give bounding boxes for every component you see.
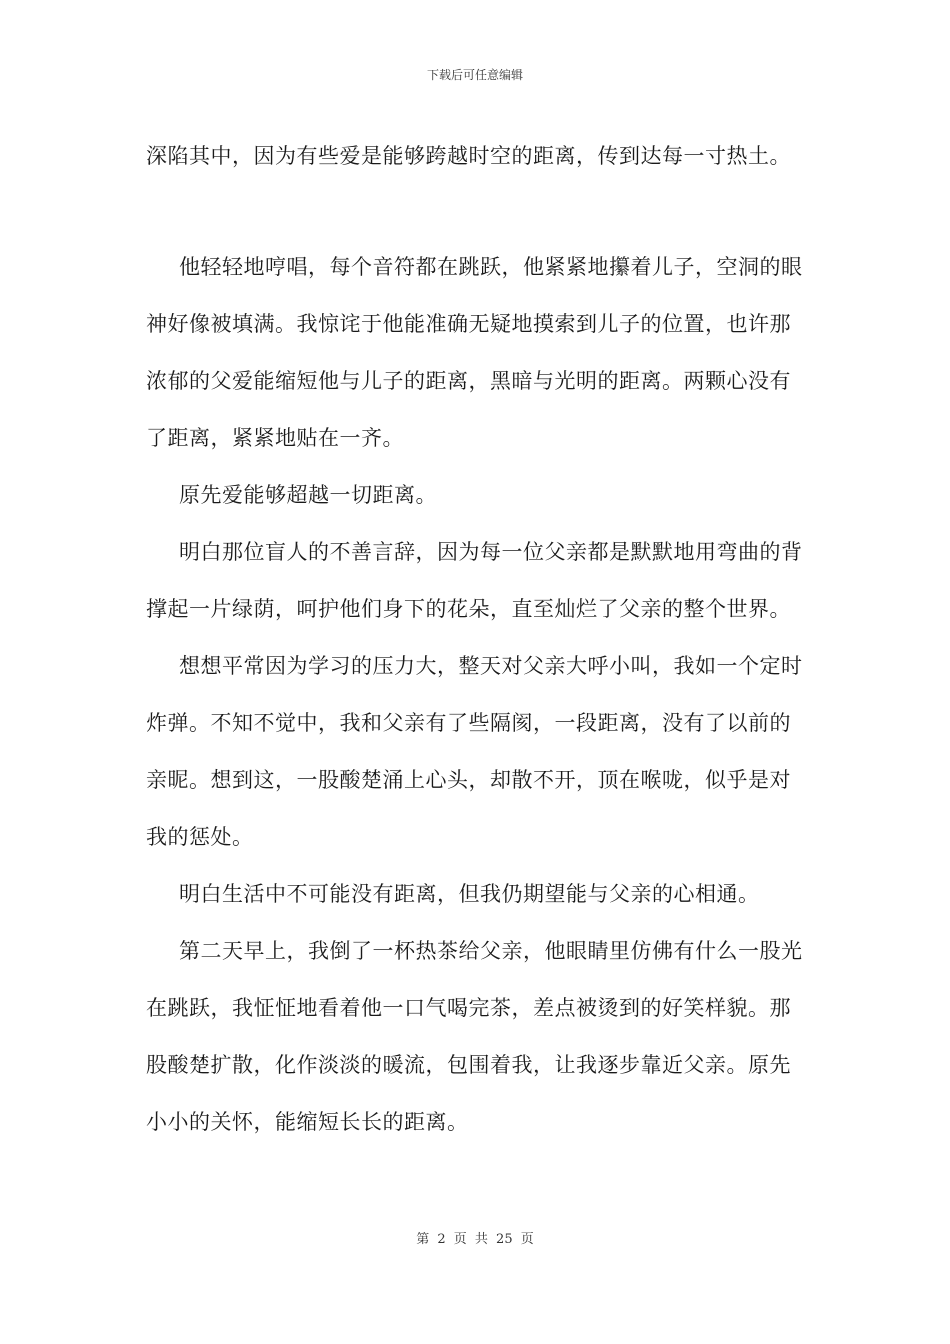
paragraph-4: 明白那位盲人的不善言辞，因为每一位父亲都是默默地用弯曲的背撑起一片绿荫，呵护他们身下的花朵，直至灿烂了父亲的整个世界。 bbox=[146, 540, 803, 621]
page-header: 下载后可任意编辑 bbox=[426, 68, 523, 82]
paragraph-1: 深陷其中，因为有些爱是能够跨越时空的距离，传到达每一寸热土。 bbox=[146, 144, 791, 168]
paragraph-7: 第二天早上，我倒了一杯热茶给父亲，他眼睛里仿佛有什么一股光在跳跃，我怔怔地看着他一口气喝完茶，差点被烫到的好笑样貌。那股酸楚扩散，化作淡淡的暖流，包围着我，让我逐步靠近父亲。原先小小的关怀，能缩短长长的距离。 bbox=[146, 939, 803, 1134]
paragraph-2: 他轻轻地哼唱，每个音符都在跳跃，他紧紧地攥着儿子，空洞的眼神好像被填满。我惊诧于他能准确无疑地摸索到儿子的位置，也许那浓郁的父爱能缩短他与儿子的距离，黑暗与光明的距离。两颗心没有了距离，紧紧地贴在一齐。 bbox=[146, 255, 803, 450]
page-footer: 第 2 页 共 25 页 bbox=[416, 1232, 534, 1247]
paragraph-3: 原先爱能够超越一切距离。 bbox=[179, 483, 437, 507]
document-body bbox=[146, 128, 811, 1151]
paragraph-5: 想想平常因为学习的压力大，整天对父亲大呼小叫，我如一个定时炸弹。不知不觉中，我和父亲有了些隔阂，一段距离，没有了以前的亲昵。想到这，一股酸楚涌上心头，却散不开，顶在喉咙，似乎是对我的惩处。 bbox=[146, 654, 803, 849]
paragraph-gap bbox=[146, 185, 811, 239]
paragraph-6: 明白生活中不可能没有距离，但我仍期望能与父亲的心相通。 bbox=[179, 882, 760, 906]
